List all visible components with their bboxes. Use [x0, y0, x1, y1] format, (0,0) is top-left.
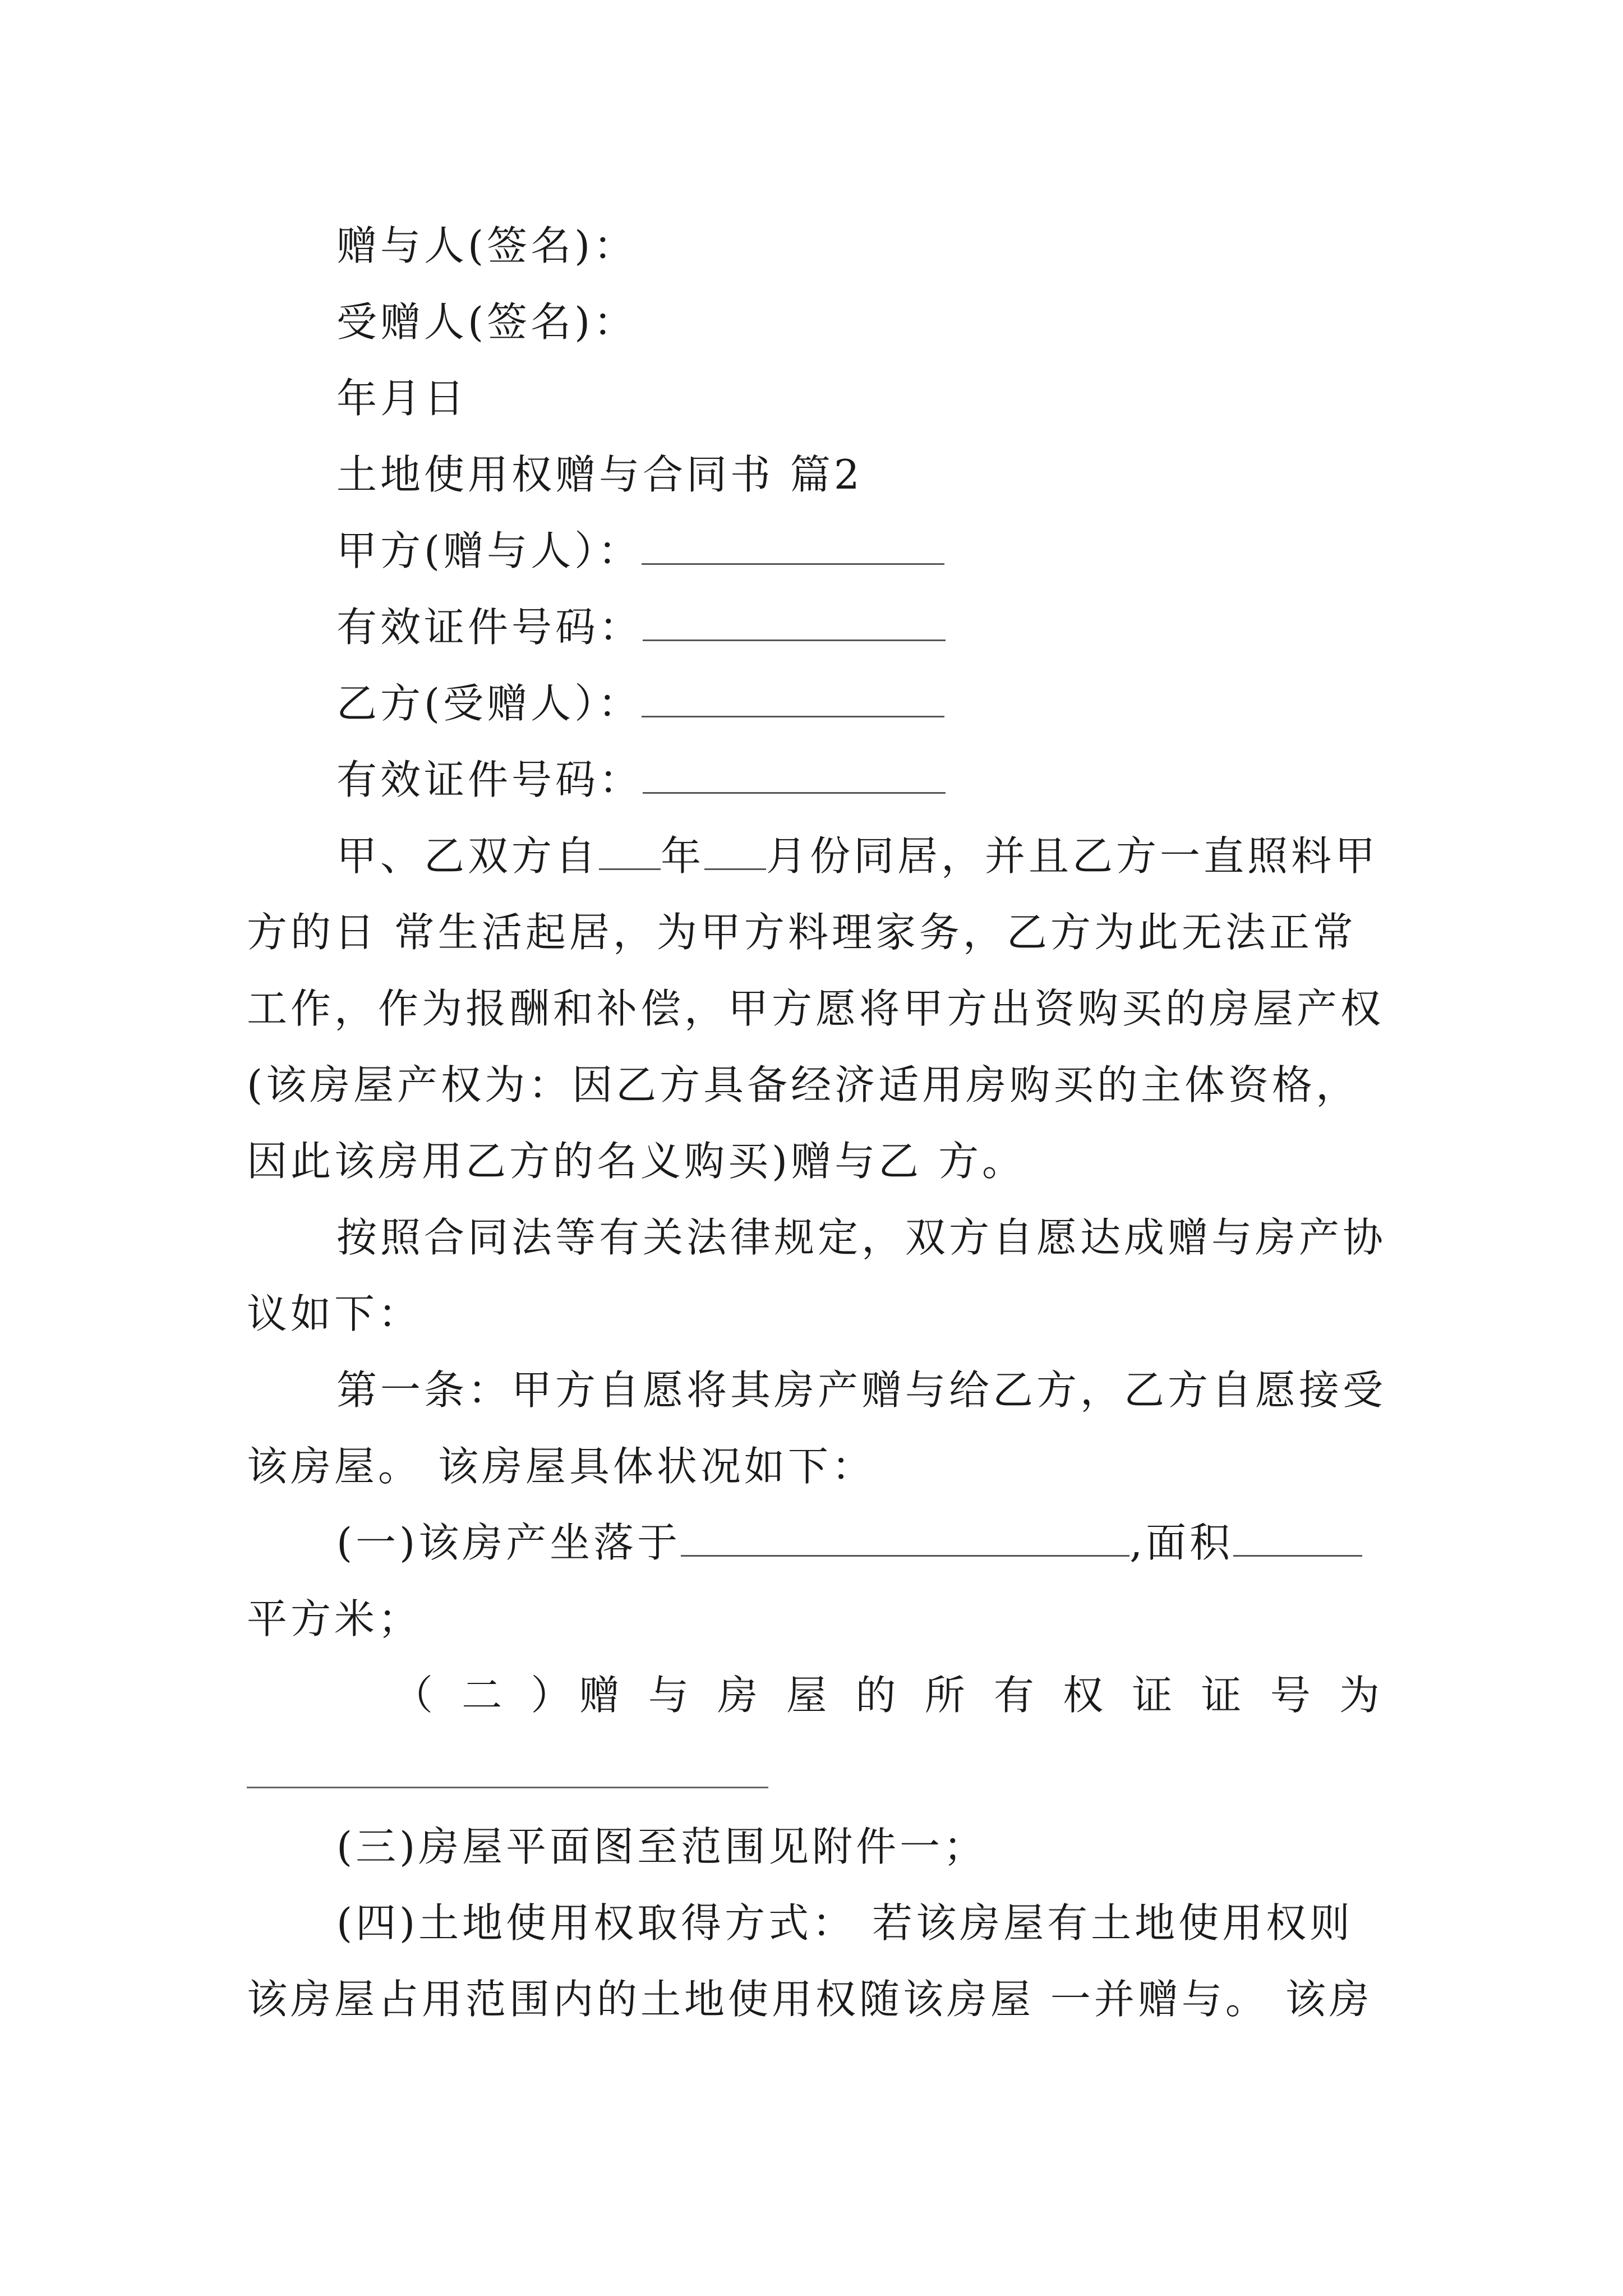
para1-line1 [336, 828, 1378, 884]
party-a-label: 甲方(赠与人）： [336, 527, 642, 574]
item4-line1: (四)土地使用权取得方式： 若该房屋有土地使用权则 [336, 1899, 1354, 1947]
para1-line5: 因此该房用乙方的名义购买)赠与乙 方。 [247, 1138, 1026, 1185]
item1-line1 [336, 1515, 1362, 1571]
party-a-blank [642, 528, 944, 565]
para1-text-b: 年 [661, 832, 705, 880]
party-a-id-row [336, 599, 946, 655]
para1-line3: 工作，作为报酬和补偿，甲方愿将甲方出资购买的房屋产权 [247, 985, 1385, 1032]
item1-area-label: ,面积 [1129, 1519, 1234, 1566]
date-line: 年月日 [336, 375, 468, 422]
para1-text-c: 月份同居，并且乙方一直照料甲 [766, 832, 1379, 880]
party-b-id-row [336, 752, 946, 808]
certificate-number-blank [247, 1787, 768, 1788]
donee-signature-line: 受赠人(签名)： [336, 298, 638, 346]
item2-line: （ 二 ）赠 与 房 屋 的 所 有 权 证 证 号 为 [393, 1672, 1380, 1719]
section-title: 土地使用权赠与合同书 篇2 [336, 451, 863, 498]
item4-line2: 该房屋占用范围内的土地使用权随该房屋 一并赠与。 该房 [247, 1976, 1373, 2023]
month-blank [704, 834, 766, 870]
item1-location-label: (一)该房产坐落于 [336, 1519, 681, 1566]
party-a-row [336, 523, 944, 579]
item3-line: (三)房屋平面图至范围见附件一； [336, 1823, 988, 1870]
party-b-label: 乙方(受赠人）： [336, 680, 642, 727]
party-b-row [336, 675, 944, 731]
article1-line1: 第一条：甲方自愿将其房产赠与给乙方，乙方自愿接受 [336, 1366, 1387, 1414]
para1-line2: 方的日 常生活起居，为甲方料理家务，乙方为此无法正常 [247, 909, 1357, 956]
party-a-id-blank [643, 605, 946, 641]
year-blank [599, 834, 661, 870]
item1-line2: 平方米； [247, 1595, 422, 1642]
donor-signature-line: 赠与人(签名)： [336, 222, 638, 269]
para1-text-a: 甲、乙双方自 [336, 832, 600, 880]
para1-line4: (该房屋产权为：因乙方具备经济适用房购买的主体资格， [247, 1061, 1360, 1108]
party-b-blank [642, 681, 944, 717]
article1-line2: 该房屋。 该房屋具体状况如下： [247, 1443, 875, 1490]
party-b-id-label: 有效证件号码： [336, 756, 643, 803]
party-b-id-blank [643, 757, 946, 794]
para2-line2: 议如下： [247, 1290, 422, 1337]
party-a-id-label: 有效证件号码： [336, 604, 643, 651]
location-blank [681, 1520, 1129, 1557]
para2-line1: 按照合同法等有关法律规定，双方自愿达成赠与房产协 [336, 1214, 1387, 1261]
area-blank [1233, 1520, 1362, 1557]
